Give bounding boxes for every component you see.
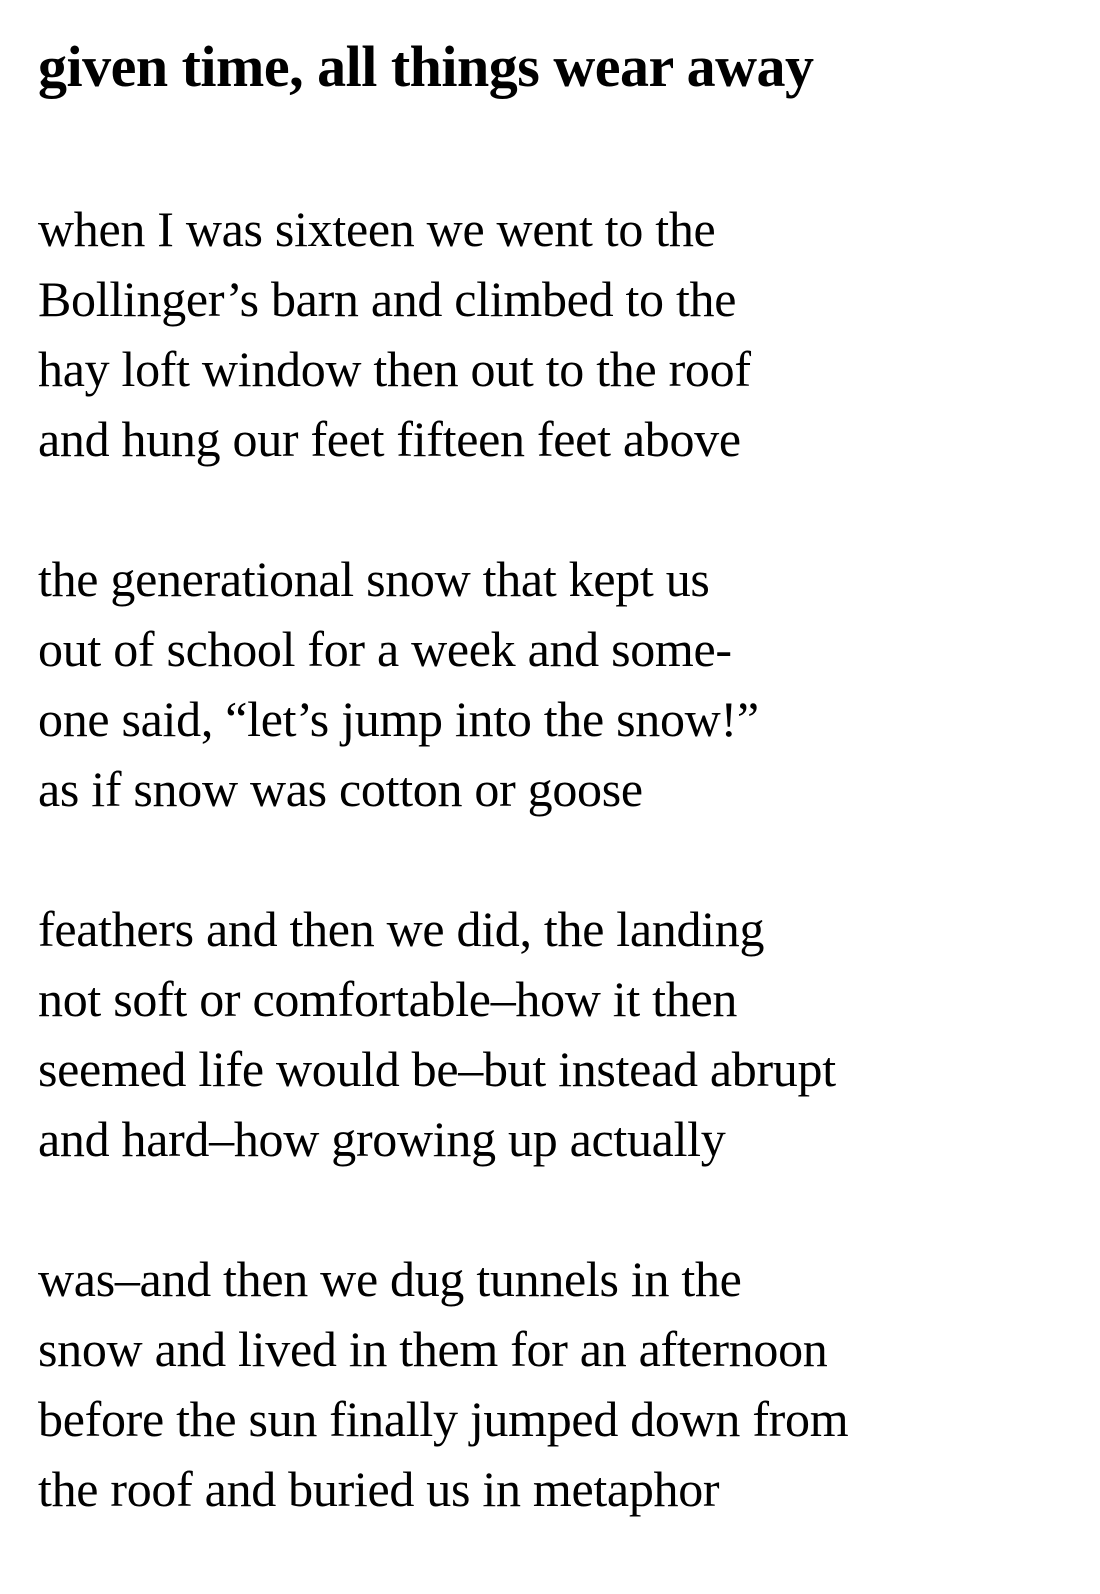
poem-line: the roof and buried us in metaphor: [38, 1461, 720, 1517]
poem-line: one said, “let’s jump into the snow!”: [38, 691, 759, 747]
poem-page: [38, 0, 1078, 1594]
poem-line: snow and lived in them for an afternoon: [38, 1321, 828, 1377]
poem-line: when I was sixteen we went to the: [38, 201, 716, 257]
poem-line: seemed life would be–but instead abrupt: [38, 1041, 836, 1097]
poem-line: as if snow was cotton or goose: [38, 761, 643, 817]
poem-line: hay loft window then out to the roof: [38, 341, 751, 397]
poem-line: Bollinger’s barn and climbed to the: [38, 271, 737, 327]
stanza-4: [38, 1244, 1078, 1524]
poem-body: [38, 194, 1078, 1524]
stanza-1: [38, 194, 1078, 474]
poem-line: and hard–how growing up actually: [38, 1111, 726, 1167]
poem-title: given time, all things wear away: [38, 34, 814, 99]
stanza-3: [38, 894, 1078, 1174]
poem-line: out of school for a week and some-: [38, 621, 732, 677]
poem-line: before the sun finally jumped down from: [38, 1391, 849, 1447]
stanza-2: [38, 544, 1078, 824]
poem-line: was–and then we dug tunnels in the: [38, 1251, 742, 1307]
poem-line: the generational snow that kept us: [38, 551, 710, 607]
poem-line: not soft or comfortable–how it then: [38, 971, 738, 1027]
poem-line: feathers and then we did, the landing: [38, 901, 765, 957]
poem-line: and hung our feet fifteen feet above: [38, 411, 741, 467]
